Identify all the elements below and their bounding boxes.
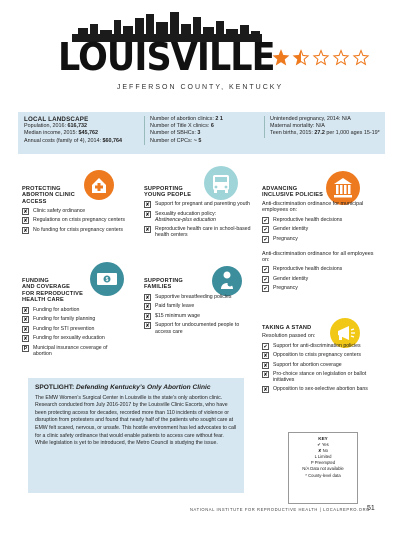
- status-mark-icon: ✘: [263, 387, 268, 394]
- stand-sub: Resolution passed on:: [262, 333, 316, 340]
- rating-stars: [272, 49, 370, 67]
- stand-item: [262, 352, 374, 359]
- status-mark-icon: ✘: [145, 313, 150, 320]
- advancing-all-item: [262, 285, 374, 292]
- families-item-text: [155, 303, 254, 309]
- funding-item-label: Municipal insurance coverage of abortion: [33, 344, 108, 357]
- status-mark-icon: ✔: [263, 276, 268, 283]
- advancing-all-item-text: [273, 276, 374, 282]
- stand-item-text: [273, 386, 374, 392]
- spotlight-box: [28, 378, 244, 493]
- young-item-label: Sexuality education policy:: [155, 210, 217, 217]
- young-item: [144, 226, 254, 239]
- funding-item: [22, 345, 126, 358]
- funding-item-text: [33, 335, 126, 341]
- clinics-label: Number of abortion clinics:: [150, 116, 216, 122]
- key-county-level: * County-level data: [305, 472, 341, 478]
- families-item-label: Supportive breastfeeding policies: [155, 293, 232, 300]
- maternal-stat: Maternal mortality: N/A: [270, 123, 325, 130]
- young-item-text: [155, 201, 254, 207]
- advancing-all-item-text: [273, 285, 374, 291]
- families-item-text: [155, 322, 254, 335]
- stand-title: TAKING A STAND: [262, 325, 312, 331]
- funding-title: FUNDING AND COVERAGE FOR REPRODUCTIVE HEALTH CARE: [22, 278, 84, 304]
- funding-item: [22, 307, 126, 314]
- young-item: [144, 211, 254, 224]
- families-item-text: [155, 313, 254, 319]
- status-mark-icon: ✘: [23, 208, 28, 215]
- stand-item-label: Opposition to crisis pregnancy centers: [273, 352, 361, 358]
- costs-value: $60,764: [102, 137, 123, 144]
- families-item: [144, 322, 254, 335]
- families-item-text: [155, 294, 254, 300]
- advancing-inclusive-policies-section: [262, 186, 374, 292]
- funding-item: [22, 326, 126, 333]
- advancing-municipal-item-text: [273, 217, 374, 223]
- supporting-young-people-section: [144, 186, 254, 239]
- status-mark-icon: ✔: [263, 217, 268, 224]
- spotlight-heading: [35, 384, 237, 392]
- advancing-all-item: [262, 266, 374, 273]
- funding-item-label: Funding for sexuality education: [33, 335, 105, 342]
- families-item: [144, 303, 254, 310]
- rating-star-icon: [332, 49, 350, 67]
- key-limited: L Limited: [314, 454, 332, 460]
- funding-item-text: [33, 316, 126, 322]
- status-mark-icon: ✘: [145, 211, 150, 218]
- costs-label: Annual costs (family of 4), 2014:: [24, 137, 103, 144]
- funding-item-text: [33, 326, 126, 332]
- status-mark-icon: ✘: [145, 323, 150, 330]
- key-no: ✘ No: [317, 448, 329, 454]
- spotlight-label: SPOTLIGHT:: [35, 384, 77, 391]
- advancing-all-item-label: Pregnancy: [273, 285, 298, 292]
- advancing-all-item-label: Reproductive health decisions: [273, 266, 343, 273]
- key-yes: ✔ Yes: [317, 442, 329, 448]
- status-mark-icon: ✘: [145, 294, 150, 301]
- cpcs-stat: [150, 138, 262, 145]
- advancing-municipal-item-text: [273, 236, 374, 242]
- clinics-value: 2 1: [215, 116, 223, 122]
- status-mark-icon: ✘: [23, 218, 28, 225]
- income-label: Median income, 2015:: [24, 130, 79, 137]
- spotlight-title: Defending Kentucky’s Only Abortion Clinic: [76, 384, 211, 391]
- costs-stat: [24, 138, 142, 145]
- funding-item-label: Funding for STI prevention: [33, 325, 95, 332]
- protecting-clinic-access-section: [22, 186, 126, 234]
- income-value: $45,762: [78, 130, 99, 137]
- teen-value: 27.2: [314, 130, 325, 137]
- protecting-item-label: Clinic safety ordinance: [33, 207, 86, 214]
- young-item-label: Reproductive health care in school-based health centers: [155, 225, 251, 239]
- cpcs-label: Number of CPCs:: [150, 137, 194, 144]
- status-mark-icon: ✔: [263, 343, 268, 350]
- teen-suffix: per 1,000 ages 15-19*: [324, 130, 380, 137]
- status-mark-icon: ✘: [23, 317, 28, 324]
- young-item-text: [155, 226, 254, 239]
- key-legend: [288, 432, 358, 504]
- funding-coverage-section: [22, 278, 126, 357]
- stand-item-label: Pro-choice stance on legislation or ballot initiatives: [273, 371, 367, 384]
- stand-item-label: Support for abortion coverage: [273, 361, 342, 368]
- title-x-stat: [150, 123, 262, 130]
- local-landscape-panel: [18, 112, 385, 154]
- stand-item-text: [273, 371, 374, 384]
- unintended-stat: Unintended pregnancy, 2014: N/A: [270, 116, 351, 122]
- status-mark-icon: ✘: [23, 336, 28, 343]
- advancing-municipal-item-label: Gender identity: [273, 226, 309, 232]
- status-mark-icon: ✘: [145, 304, 150, 311]
- advancing-municipal-item-label: Reproductive health decisions: [273, 216, 343, 223]
- stand-item-text: [273, 343, 374, 349]
- funding-item-text: [33, 307, 126, 313]
- landscape-column-2: [144, 116, 262, 145]
- city-title: LOUISVILLE: [58, 35, 275, 79]
- key-not-available: N/A Data not available: [302, 466, 344, 472]
- sbhcs-value: 3: [197, 130, 201, 137]
- young-item-detail: Abstinence-plus education: [155, 217, 216, 224]
- advancing-all-item-text: [273, 266, 374, 272]
- rating-star-icon: [312, 49, 330, 67]
- title-x-value: 6: [210, 123, 214, 130]
- landscape-column-3: [264, 116, 382, 138]
- landscape-column-1: [24, 116, 142, 145]
- funding-item: [22, 335, 126, 342]
- advancing-municipal-item: [262, 226, 374, 233]
- status-mark-icon: ✔: [263, 267, 268, 274]
- families-item: [144, 313, 254, 320]
- stand-item: [262, 343, 374, 350]
- status-mark-icon: ✘: [263, 372, 268, 378]
- key-title: KEY: [318, 436, 328, 441]
- population-stat: [24, 123, 142, 130]
- funding-item-label: Funding for abortion: [33, 306, 80, 313]
- stand-item-text: [273, 352, 374, 358]
- stand-item-label: Opposition to sex-selective abortion bans: [273, 386, 368, 393]
- protecting-item: [22, 217, 126, 224]
- status-mark-icon: ✘: [263, 362, 268, 369]
- funding-item-label: Funding for family planning: [33, 316, 96, 323]
- teen-births-stat: [270, 130, 382, 137]
- population-label: Population, 2016:: [24, 123, 68, 130]
- status-mark-icon: ✔: [263, 286, 268, 293]
- svg-text:$: $: [105, 277, 109, 283]
- families-item-label: Paid family leave: [155, 303, 195, 310]
- rating-star-icon: [272, 49, 290, 67]
- advancing-municipal-item-label: Pregnancy: [273, 235, 298, 242]
- protecting-item-text: [33, 217, 126, 223]
- population-value: 616,732: [67, 123, 87, 130]
- funding-item: [22, 316, 126, 323]
- income-stat: [24, 130, 142, 137]
- young-title: SUPPORTING YOUNG PEOPLE: [144, 186, 192, 199]
- families-item-label: Support for undocumented people to access care: [155, 322, 240, 335]
- landscape-title: LOCAL LANDSCAPE: [24, 116, 89, 123]
- page-number: 51: [367, 505, 375, 512]
- status-mark-icon: ✘: [145, 226, 150, 233]
- spotlight-body: The EMW Women’s Surgical Center in Louisville is the state’s only abortion clinic. Research conducted from July 2016-2017 by the Louisville Clinic Escorts, who have been protecting access for decades, recorded more than 110 incidents of violence or disruption from protesters and found that nearly half of the patients who sought care at EMW felt scared, nervous, or unsafe. This hostile environment has led advocates to call for a clinic safety ordinance that would enable patients to access care without fear. While legislation is yet to be introduced, the Metro Council is studying the issue.: [35, 394, 237, 447]
- stand-item: [262, 371, 374, 384]
- taking-a-stand-section: [262, 325, 374, 393]
- status-mark-icon: ✔: [263, 227, 268, 233]
- footer-org: NATIONAL INSTITUTE FOR REPRODUCTIVE HEALTH | LOCALREPRO.ORG: [190, 507, 370, 512]
- sbhcs-label: Number of SBHCs:: [150, 130, 198, 137]
- sbhcs-stat: [150, 130, 262, 137]
- stand-item: [262, 386, 374, 393]
- protecting-title: PROTECTING ABORTION CLINIC ACCESS: [22, 186, 76, 205]
- advancing-title: ADVANCING INCLUSIVE POLICIES: [262, 186, 324, 199]
- stand-item-text: [273, 362, 374, 368]
- advancing-municipal-item: [262, 217, 374, 224]
- protecting-item-text: [33, 208, 126, 214]
- status-mark-icon: ✘: [263, 353, 268, 359]
- young-item-text: [155, 211, 254, 224]
- teen-label: Teen births, 2015:: [270, 130, 315, 137]
- families-title: SUPPORTING FAMILIES: [144, 278, 183, 291]
- clinics-stat: [150, 116, 262, 123]
- protecting-item: [22, 227, 126, 234]
- young-item-label: Support for pregnant and parenting youth: [155, 201, 250, 208]
- status-mark-icon: ✘: [145, 202, 150, 209]
- families-item-label: $15 minimum wage: [155, 312, 200, 319]
- rating-star-icon: [292, 49, 310, 67]
- supporting-families-section: [144, 278, 254, 335]
- advancing-municipal-item-text: [273, 226, 374, 232]
- advancing-sub-all-employees: Anti-discrimination ordinance for all employees on:: [262, 250, 374, 264]
- cpcs-value: ~ 5: [193, 137, 202, 144]
- advancing-all-item: [262, 276, 374, 283]
- young-item: [144, 201, 254, 208]
- advancing-all-item-label: Gender identity: [273, 275, 309, 282]
- stand-item: [262, 362, 374, 369]
- protecting-item-label: No funding for crisis pregnancy centers: [33, 226, 123, 233]
- advancing-sub-municipal: Anti-discrimination ordinance for municipal employees on:: [262, 200, 364, 214]
- status-mark-icon: ✘: [23, 326, 28, 333]
- advancing-municipal-item: [262, 236, 374, 243]
- families-item: [144, 294, 254, 301]
- funding-item-text: [33, 345, 126, 358]
- status-mark-icon: ✘: [23, 227, 28, 234]
- status-mark-icon: ✘: [23, 307, 28, 314]
- protecting-item-text: [33, 227, 126, 233]
- status-mark-icon: P: [23, 345, 28, 352]
- key-preempted: P Preempted: [310, 460, 336, 466]
- title-x-label: Number of Title X clinics:: [150, 123, 211, 130]
- protecting-item: [22, 208, 126, 215]
- county-subtitle: JEFFERSON COUNTY, KENTUCKY: [116, 84, 284, 91]
- rating-star-icon: [352, 49, 370, 67]
- protecting-item-label: Regulations on crisis pregnancy centers: [33, 217, 125, 224]
- status-mark-icon: ✔: [263, 236, 268, 243]
- stand-item-label: Support for anti-discrimination policies: [273, 342, 361, 349]
